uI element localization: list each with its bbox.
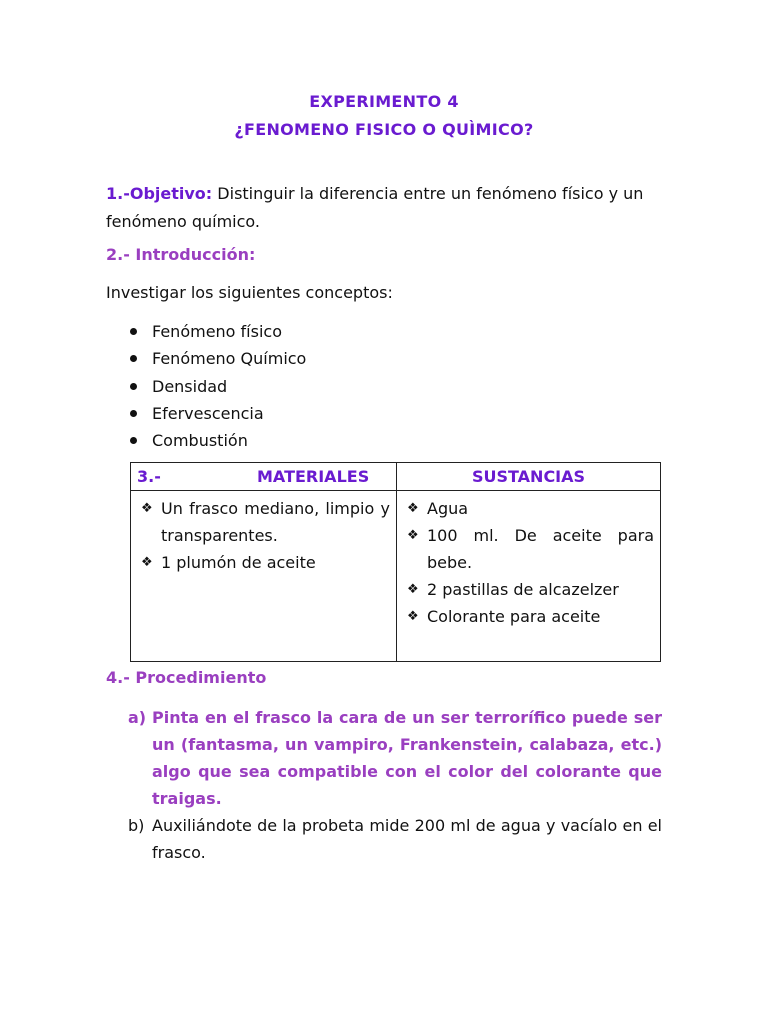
objective-text: Distinguir la diferencia entre un fenómeno físico y un fenómeno químico. <box>106 184 644 231</box>
step-marker: a) <box>128 708 147 727</box>
objective-section <box>106 180 666 236</box>
list-item: ❖ 100 ml. De aceite para bebe. <box>407 522 654 576</box>
materials-header-cell <box>131 463 397 491</box>
intro-heading: 2.- Introducción: <box>106 245 256 264</box>
procedure-steps <box>128 704 662 866</box>
materials-list <box>131 491 396 576</box>
list-item: Efervescencia <box>128 400 306 427</box>
list-item: Densidad <box>128 373 306 400</box>
objective-label: 1.-Objetivo: <box>106 184 213 203</box>
concept-list <box>128 318 306 454</box>
list-item: ❖ Colorante para aceite <box>407 603 654 630</box>
list-item: Fenómeno Químico <box>128 345 306 372</box>
procedure-step <box>128 704 662 812</box>
list-item: Fenómeno físico <box>128 318 306 345</box>
list-item: ❖ Agua <box>407 495 654 522</box>
substances-header-cell <box>397 463 661 491</box>
step-marker: b) <box>128 816 145 835</box>
list-item: ❖ 2 pastillas de alcazelzer <box>407 576 654 603</box>
list-item: ❖ Un frasco mediano, limpio y transparentes. <box>141 495 390 549</box>
list-item: Combustión <box>128 427 306 454</box>
step-text: Auxiliándote de la probeta mide 200 ml de agua y vacíalo en el frasco. <box>152 816 662 862</box>
substances-list <box>397 491 660 630</box>
section-number: 3.- <box>137 467 161 486</box>
experiment-title: EXPERIMENTO 4 <box>309 92 459 111</box>
list-item: ❖ 1 plumón de aceite <box>141 549 390 576</box>
intro-lead: Investigar los siguientes conceptos: <box>106 283 393 302</box>
materials-cell <box>131 491 397 662</box>
procedure-heading: 4.- Procedimiento <box>106 668 267 687</box>
procedure-step <box>128 812 662 866</box>
substances-header: SUSTANCIAS <box>471 467 586 486</box>
materials-table <box>130 462 661 662</box>
step-text: Pinta en el frasco la cara de un ser terrorífico puede ser un (fantasma, un vampiro, Frankenstein, calabaza, etc.) algo que sea compatible con el color del colorante que traigas. <box>152 708 662 808</box>
substances-cell <box>397 491 661 662</box>
experiment-subtitle: ¿FENOMENO FISICO O QUÌMICO? <box>234 120 534 139</box>
materials-header: MATERIALES <box>257 467 370 486</box>
